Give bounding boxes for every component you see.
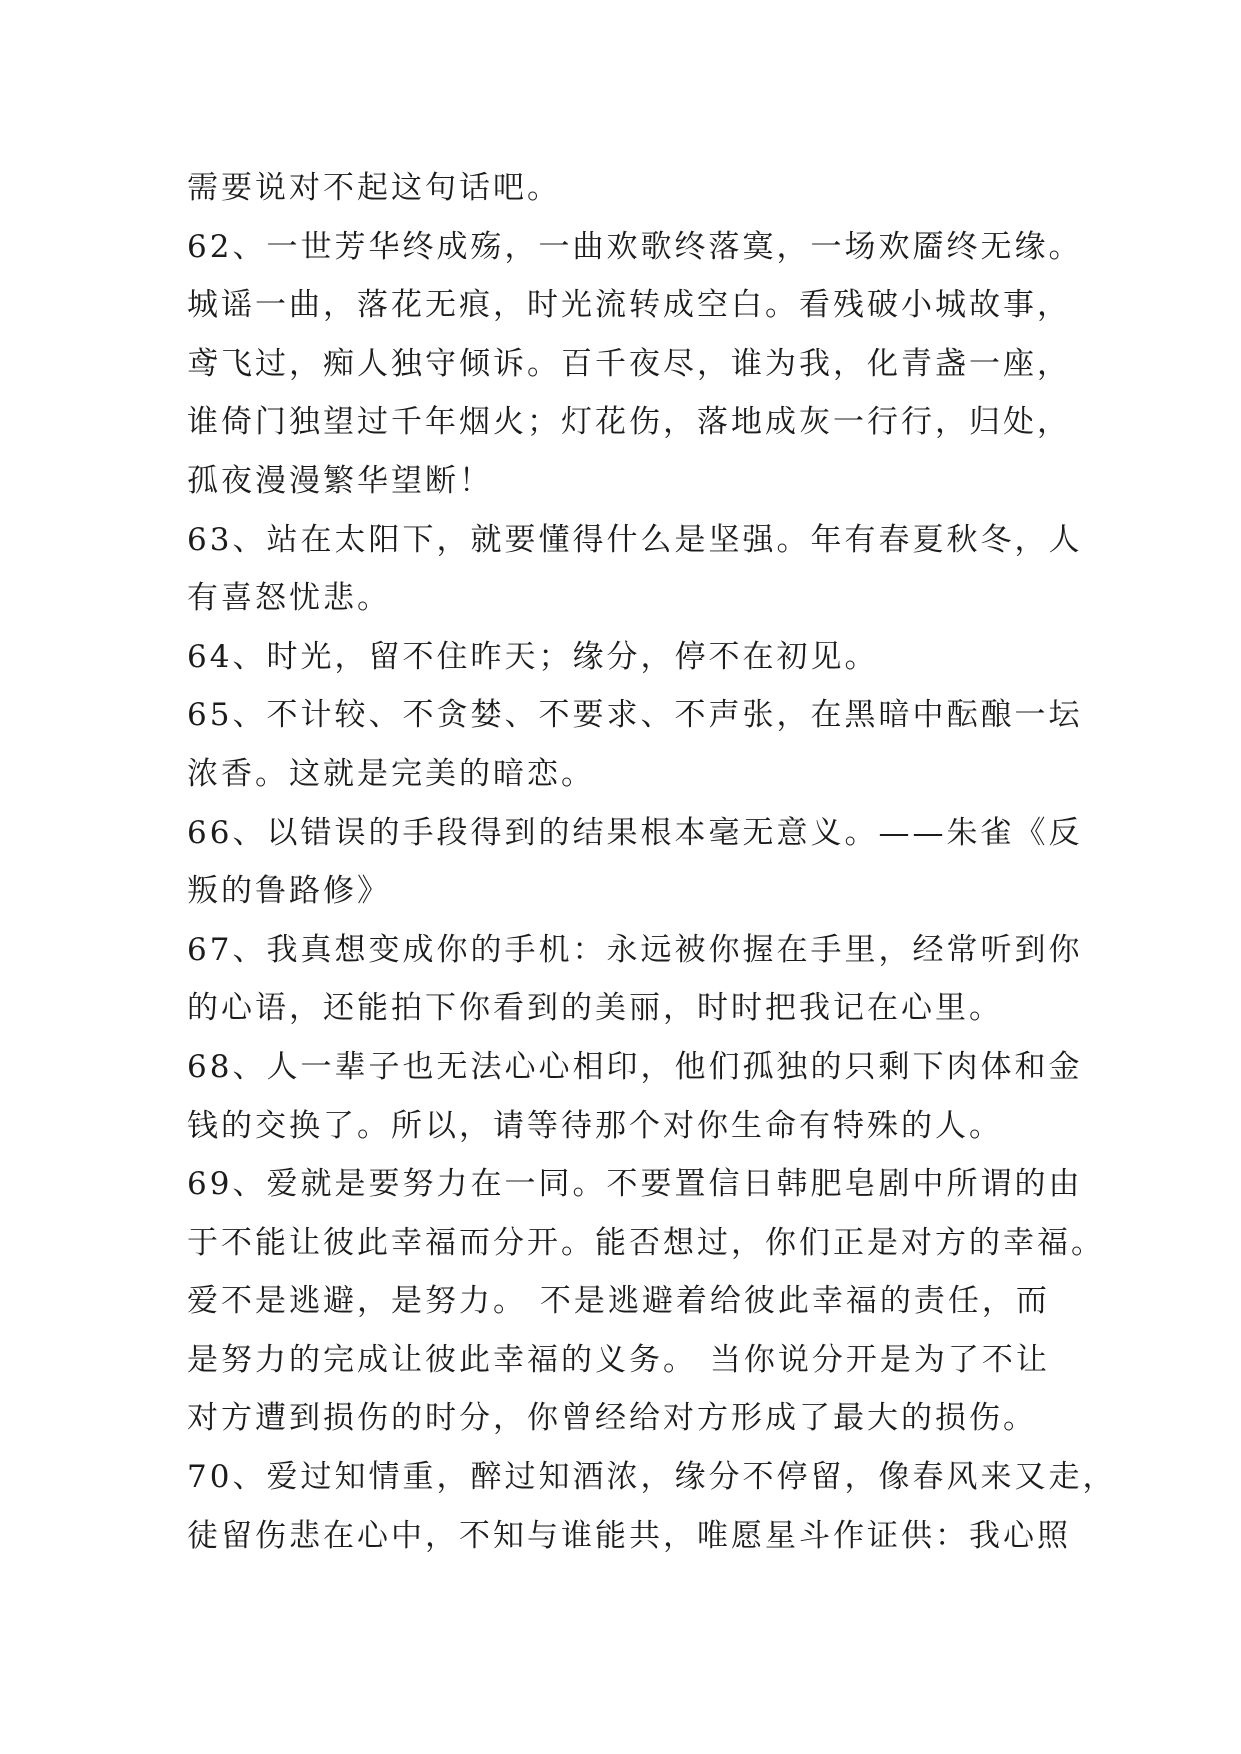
text-line: 70、爱过知情重，醉过知酒浓，缘分不停留，像春风来又走， xyxy=(187,1459,1117,1496)
text-line: 62、一世芳华终成殇，一曲欢歌终落寞，一场欢靥终无缘。 xyxy=(187,228,1083,265)
text-line: 66、以错误的手段得到的结果根本毫无意义。——朱雀《反 xyxy=(187,814,1083,851)
text-line: 谁倚门独望过千年烟火；灯花伤，落地成灰一行行，归处， xyxy=(187,404,1071,441)
text-line: 67、我真想变成你的手机：永远被你握在手里，经常听到你 xyxy=(187,931,1083,968)
text-line: 64、时光，留不住昨天；缘分，停不在初见。 xyxy=(187,638,879,675)
text-line: 63、站在太阳下，就要懂得什么是坚强。年有春夏秋冬，人 xyxy=(187,521,1083,558)
text-line: 68、人一辈子也无法心心相印，他们孤独的只剩下肉体和金 xyxy=(187,1048,1083,1085)
text-line: 鸢飞过，痴人独守倾诉。百千夜尽，谁为我，化青盏一座， xyxy=(187,345,1071,382)
text-line: 叛的鲁路修》 xyxy=(187,873,391,910)
text-line: 有喜怒忧悲。 xyxy=(187,580,391,617)
text-line: 孤夜漫漫繁华望断！ xyxy=(187,462,493,499)
text-line: 是努力的完成让彼此幸福的义务。 当你说分开是为了不让 xyxy=(187,1341,1050,1378)
text-line: 城谣一曲，落花无痕，时光流转成空白。看残破小城故事， xyxy=(187,287,1071,324)
text-line: 钱的交换了。所以，请等待那个对你生命有特殊的人。 xyxy=(187,1107,1003,1144)
text-line: 浓香。这就是完美的暗恋。 xyxy=(187,755,595,792)
text-line: 于不能让彼此幸福而分开。能否想过，你们正是对方的幸福。 xyxy=(187,1224,1105,1261)
text-line: 的心语，还能拍下你看到的美丽，时时把我记在心里。 xyxy=(187,990,1003,1027)
text-line: 需要说对不起这句话吧。 xyxy=(187,170,561,206)
text-line: 69、爱就是要努力在一同。不要置信日韩肥皂剧中所谓的由 xyxy=(187,1166,1083,1203)
text-line: 对方遭到损伤的时分，你曾经给对方形成了最大的损伤。 xyxy=(187,1400,1037,1437)
text-line: 徒留伤悲在心中，不知与谁能共，唯愿星斗作证供：我心照 xyxy=(187,1517,1071,1554)
body-text xyxy=(187,159,1117,1565)
text-line: 65、不计较、不贪婪、不要求、不声张，在黑暗中酝酿一坛 xyxy=(187,697,1083,734)
text-line: 爱不是逃避，是努力。 不是逃避着给彼此幸福的责任，而 xyxy=(187,1283,1050,1320)
